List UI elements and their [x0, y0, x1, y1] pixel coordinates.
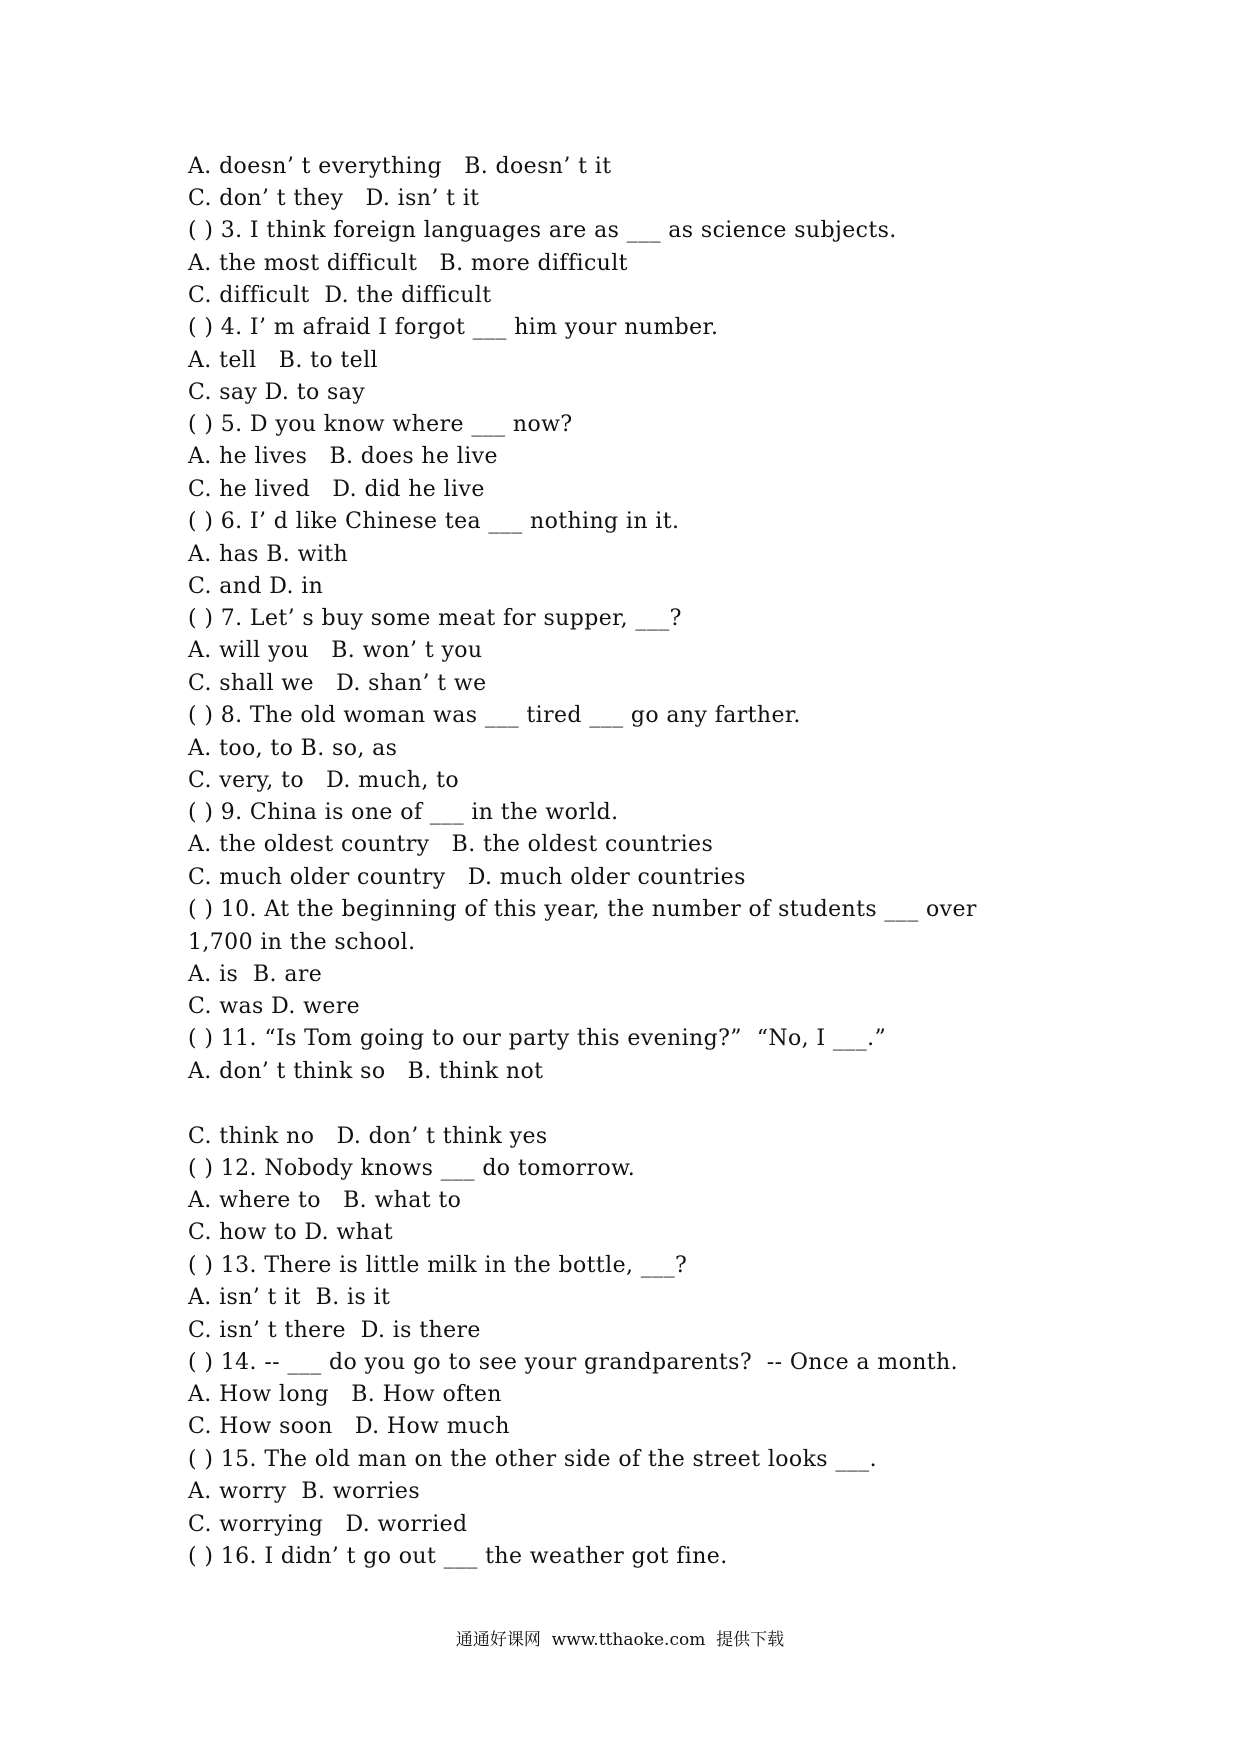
question-line-continued: 1,700 in the school.	[188, 930, 416, 955]
question-line: ( ) 15. The old man on the other side of the street looks ___.	[188, 1447, 877, 1472]
option-line: C. don’ t they D. isn’ t it	[188, 186, 480, 211]
option-line: C. difficult D. the difficult	[188, 283, 492, 308]
option-line: A. is B. are	[188, 962, 323, 987]
option-line: C. say D. to say	[188, 380, 366, 405]
option-line: C. very, to D. much, to	[188, 768, 459, 793]
page-footer: 通通好课网 www.tthaoke.com 提供下载	[455, 1630, 785, 1650]
option-line: C. think no D. don’ t think yes	[188, 1124, 548, 1149]
option-line: C. and D. in	[188, 574, 324, 599]
question-line: ( ) 14. -- ___ do you go to see your grandparents? -- Once a month.	[188, 1350, 958, 1375]
option-line: C. he lived D. did he live	[188, 477, 485, 502]
question-line: ( ) 5. D you know where ___ now?	[188, 412, 573, 437]
question-line: ( ) 7. Let’ s buy some meat for supper, ___?	[188, 606, 682, 631]
question-line: ( ) 8. The old woman was ___ tired ___ go any farther.	[188, 703, 801, 728]
question-line: ( ) 9. China is one of ___ in the world.	[188, 800, 619, 825]
option-line: A. How long B. How often	[188, 1382, 502, 1407]
question-line: ( ) 11. “Is Tom going to our party this evening?” “No, I ___.”	[188, 1026, 887, 1051]
option-line: C. how to D. what	[188, 1220, 393, 1245]
option-line: A. worry B. worries	[188, 1479, 421, 1504]
question-line: ( ) 16. I didn’ t go out ___ the weather got fine.	[188, 1544, 728, 1569]
question-line: ( ) 3. I think foreign languages are as ___ as science subjects.	[188, 218, 897, 243]
option-line: C. much older country D. much older countries	[188, 865, 746, 890]
question-line: ( ) 4. I’ m afraid I forgot ___ him your number.	[188, 315, 719, 340]
question-line: ( ) 6. I’ d like Chinese tea ___ nothing in it.	[188, 509, 680, 534]
option-line: A. where to B. what to	[188, 1188, 462, 1213]
question-line: ( ) 13. There is little milk in the bottle, ___?	[188, 1253, 688, 1278]
option-line: C. How soon D. How much	[188, 1414, 510, 1439]
question-line: ( ) 12. Nobody knows ___ do tomorrow.	[188, 1156, 636, 1181]
option-line: C. isn’ t there D. is there	[188, 1318, 481, 1343]
option-line: A. he lives B. does he live	[188, 444, 498, 469]
option-line: C. worrying D. worried	[188, 1512, 468, 1537]
option-line: A. too, to B. so, as	[188, 736, 398, 761]
option-line: A. don’ t think so B. think not	[188, 1059, 544, 1084]
option-line: A. the oldest country B. the oldest countries	[188, 832, 714, 857]
option-line: A. doesn’ t everything B. doesn’ t it	[188, 154, 612, 179]
option-line: A. isn’ t it B. is it	[188, 1285, 391, 1310]
option-line: A. has B. with	[188, 542, 349, 567]
option-line: C. shall we D. shan’ t we	[188, 671, 487, 696]
option-line: A. the most difficult B. more difficult	[188, 251, 628, 276]
question-line: ( ) 10. At the beginning of this year, the number of students ___ over	[188, 897, 977, 922]
option-line: A. will you B. won’ t you	[188, 638, 483, 663]
option-line: A. tell B. to tell	[188, 348, 378, 373]
option-line: C. was D. were	[188, 994, 361, 1019]
